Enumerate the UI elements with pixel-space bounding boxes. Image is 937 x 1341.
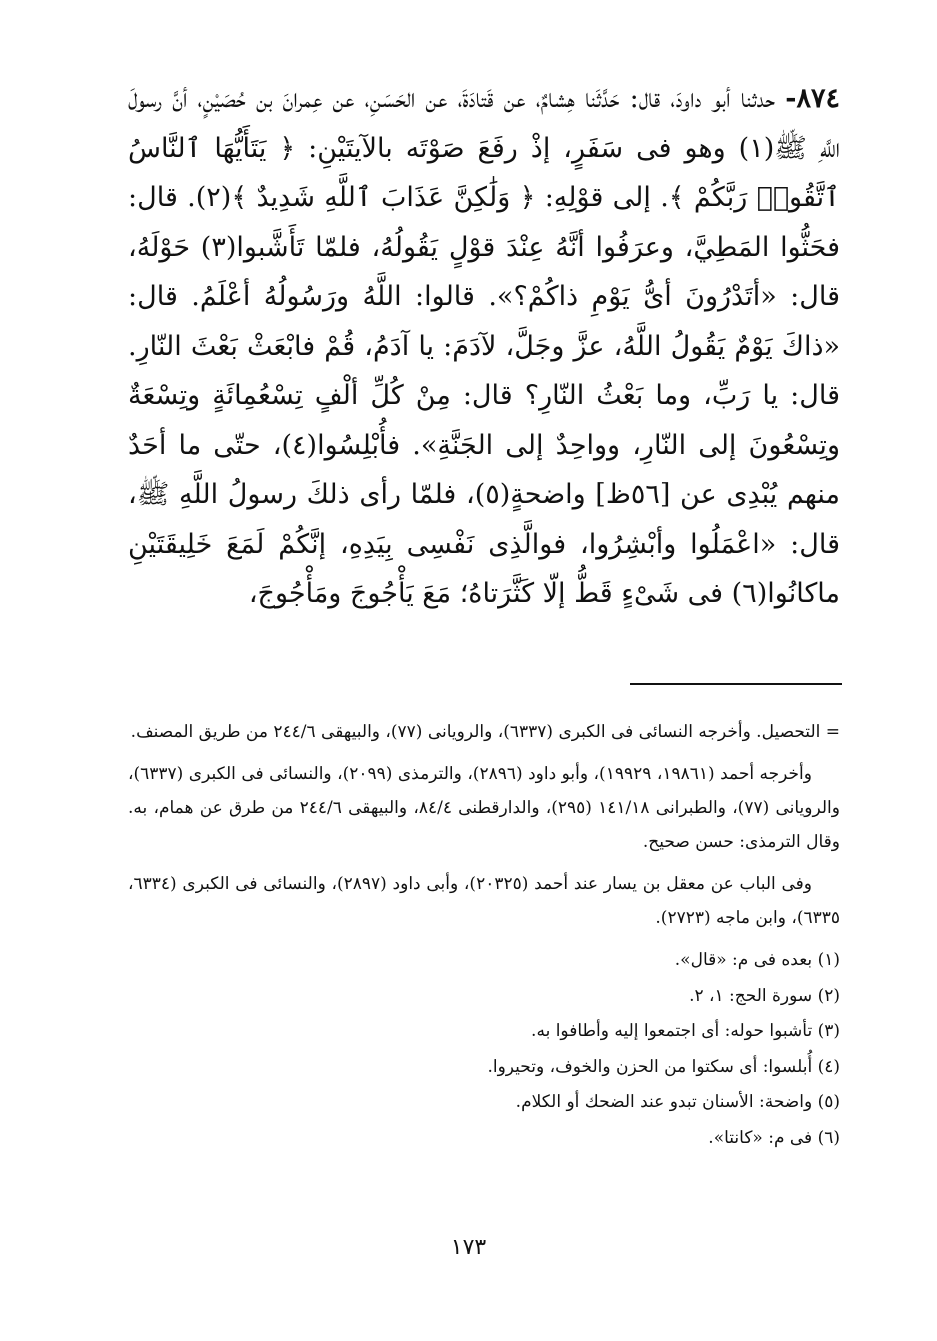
footnote: (٤) أُبلسوا: أى سكتوا من الحزن والخوف، وتحيروا. [487, 1056, 840, 1077]
hadith-text: حدثنا أبو داودَ، قال: حَدَّثَنا هِشامٌ، عن قَتادَةَ، عن الحَسَنِ، عن عِمرانَ بن حُصَيْنٍ، أنَّ رسولَ اللَّهِ ﷺ(١) وهو فى سَفَرٍ، إذْ رفَعَ صَوْتَه بالآيتَيْنِ: ﴿ يَتَأَيُّهَا ٱلنَّاسُ ٱتَّقُوا۟ رَبَّكُمْ ﴾. إلى قوْلِهِ: ﴿ وَلَٰكِنَّ عَذَابَ ٱللَّهِ شَدِيدٌ ﴾(٢). قال: فحَثُّوا المَطِيَّ، وعرَفُوا أنَّهُ عِنْدَ قوْلٍ يَقُولُهُ، فلمّا تَأَشَّبوا(٣) حَوْلَهُ، قال: «أتَدْرُونَ أىُّ يَوْمِ ذاكُمْ؟». قالوا: اللَّهُ ورَسُولُهُ أعْلَمُ. قال: «ذاكَ يَوْمٌ يَقُولُ اللَّهُ، عزَّ وجَلَّ، لآدَمَ: يا آدَمُ، قُمْ فابْعَثْ بَعْثَ النّارِ. قال: يا رَبِّ، وما بَعْثُ النّارِ؟ قال: مِنْ كُلِّ ألْفٍ تِسْعُمِائَةٍ وتِسْعَةٌ وتِسْعُونَ إلى النّارِ، وواحِدٌ إلى الجَنَّةِ». فأُبْلِسُوا(٤)، حتّى ما أحَدٌ منهم يُبْدِى عن [٥٦ظ] واضحةٍ(٥)، فلمّا رأى ذلكَ رسولُ اللَّهِ ﷺ، قال: «اعْمَلُوا وأبْشِرُوا، فوالَّذِى نَفْسِى بِيَدِهِ، إنَّكُمْ لَمَعَ خَلِيقَتَيْنِ ماكانُوا(٦) فى شَىْءٍ قَطُّ إلّا كَثَّرَتاهُ؛ مَعَ يَأْجُوجَ ومَأْجُوجَ، [128, 83, 841, 609]
page-number: ١٧٣ [450, 1235, 487, 1260]
footnote: (٢) سورة الحج: ١، ٢. [689, 985, 840, 1006]
footnote: (١) بعده فى م: «قال». [674, 950, 840, 970]
footnote: (٥) واضحة: الأسنان تبدو عند الضحك أو الكلام. [515, 1092, 840, 1112]
hadith-number: ٨٧٤- [785, 83, 840, 114]
footnote: (٣) تأشبوا حوله: أى اجتمعوا إليه وأطافوا به. [531, 1021, 840, 1041]
footnote-separator [630, 683, 842, 685]
takhrij-paragraph: = التحصيل. وأخرجه النسائى فى الكبرى (٦٣٣٧)، والرويانى (٧٧)، والبيهقى ٢٤٤/٦ من طريق المصنف. [130, 722, 840, 742]
takhrij-paragraph: وفى الباب عن معقل بن يسار عند أحمد (٢٠٣٢٥)، وأبى داود (٢٨٩٧)، والنسائى فى الكبرى (٦٣٣٤، ٦٣٣٥)، وابن ماجه (٢٧٢٣). [128, 874, 840, 928]
hadith-paragraph [128, 74, 840, 619]
footnote: (٦) فى م: «كانتا». [708, 1127, 840, 1148]
footnotes-section [128, 715, 840, 1156]
takhrij-paragraph: وأخرجه أحمد (١٩٨٦١، ١٩٩٢٩)، وأبو داود (٢٨٩٦)، والترمذى (٢٠٩٩)، والنسائى فى الكبرى (٦٣٣٧)، والرويانى (٧٧)، والطبرانى ١٤١/١٨ (٢٩٥)، والدارقطنى ٨٤/٤، والبيهقى ٢٤٤/٦ من طرق عن همام، به. وقال الترمذى: حسن صحيح. [128, 764, 840, 852]
